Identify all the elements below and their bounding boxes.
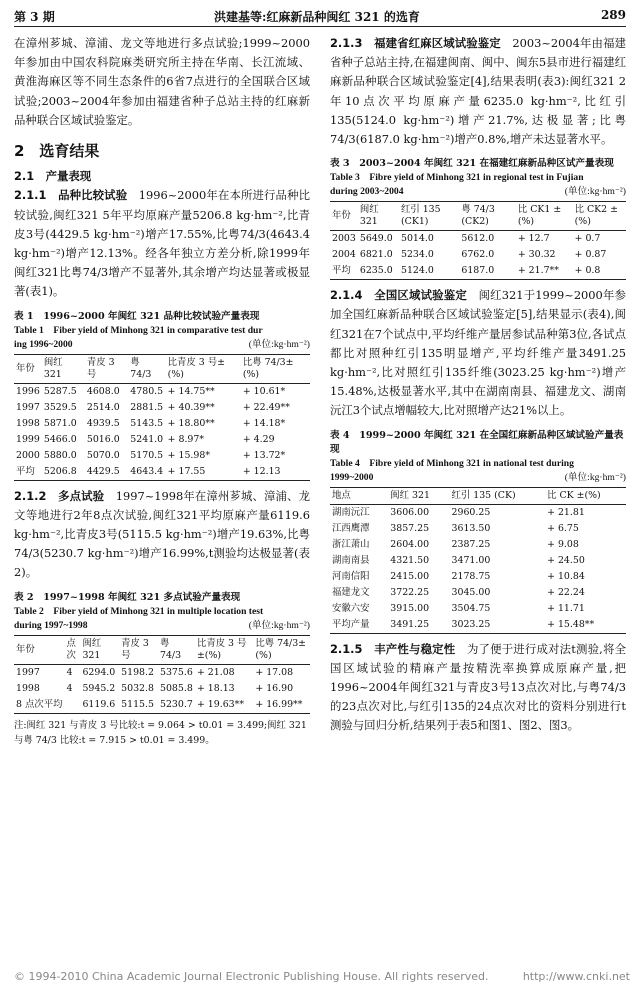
table-row	[330, 504, 626, 521]
table2-caption-cn: 表 2 1997~1998 年闽红 321 多点试验产量表现	[14, 591, 241, 603]
table4-caption	[330, 429, 626, 485]
left-column	[14, 34, 310, 754]
table1-cell: + 14.75**	[167, 385, 215, 397]
table1-cell: 5070.0	[86, 449, 120, 461]
paragraph-lead: 2.1.1 品种比较试验	[14, 188, 128, 203]
table4-cell: 3471.00	[451, 554, 491, 566]
table3-cell: + 21.7**	[516, 263, 573, 280]
paragraph-body: 1997~1998年在漳州芗城、漳浦、龙文等地进行2年8点次试验,闽红321平均原麻产量6119.6 kg·hm⁻²,比青皮3号(5115.5 kg·hm⁻²)增产19.63%,比粤74/3(5230.7 kg·hm⁻²)增产16.99%,t测验均达极显著(表2)。	[14, 488, 310, 580]
table1-cell: + 22.49**	[242, 401, 290, 413]
table-row	[330, 617, 626, 634]
table1-cell: 2000	[16, 449, 40, 461]
table3-cell: 6187.0	[459, 263, 515, 280]
table3-cell: + 0.8	[573, 263, 626, 280]
paragraph-lead: 2.1.3 福建省红麻区域试验鉴定	[330, 36, 501, 50]
table4-cell: + 21.81	[547, 506, 585, 518]
table-row	[330, 601, 626, 617]
table4-cell: 2960.25	[451, 506, 491, 518]
table1-header-cell: 年份	[14, 354, 42, 383]
table3-header-cell: 比 CK1 ±(%)	[516, 202, 573, 231]
table2-cell: + 19.63**	[195, 697, 253, 714]
table2-cell: 6119.6	[80, 697, 119, 714]
table4-cell: 3613.50	[451, 522, 491, 534]
table2-cell: 1997	[16, 666, 40, 678]
table1-cell: 4780.5	[130, 385, 164, 397]
table3-header-cell: 比 CK2 ±(%)	[573, 202, 626, 231]
table2-cell: + 21.08	[196, 666, 235, 678]
table1-cell: 4429.5	[85, 464, 128, 481]
table4-cell: + 24.50	[547, 554, 585, 566]
table3-cell: 6821.0	[359, 249, 393, 261]
table1-cell: + 40.39**	[167, 401, 215, 413]
table3-cell: 5124.0	[399, 263, 459, 280]
table1-cell: + 13.72*	[242, 449, 286, 461]
table1-caption-cn: 表 1 1996~2000 年闽红 321 品种比较试验产量表现	[14, 310, 260, 322]
copyright-text: © 1994-2010 China Academic Journal Electronic Publishing House. All rights reserved.	[14, 970, 489, 983]
running-header	[14, 6, 626, 27]
table2-cell: 8 点次平均	[14, 697, 64, 714]
table4-cell: 3722.25	[390, 586, 430, 598]
table3-cell: 2003	[332, 233, 356, 245]
table1-header-cell: 青皮 3 号	[85, 354, 128, 383]
section-heading-results: 2 选育结果	[14, 142, 100, 161]
paragraph-body: 闽红321于1999~2000年参加全国红麻新品种联合区域试验鉴定[5],结果显示(表4),闽红321在7个试点中,平均纤维产量居参试品种第3位,各试点都比对照种红引135明显增产,平均纤维产量3491.25 kg·hm⁻²,比对照红引135纤维(3023.25 kg·hm⁻²)增产15.48%,达极显著水平,其中在湖南南县、福建龙文、湖南沅江3个试点增幅较大,比对照增产达21%以上。	[330, 288, 626, 418]
table-row	[330, 231, 626, 248]
table4	[330, 487, 626, 634]
table4-cell: 2415.00	[390, 570, 430, 582]
table-row	[14, 383, 310, 400]
table4-cell: 4321.50	[390, 554, 430, 566]
table4-cell: + 22.24	[547, 586, 585, 598]
table2-cell: 1998	[16, 682, 40, 694]
table4-cell: 3491.25	[388, 617, 449, 634]
table4-header-cell: 红引 135 (CK)	[450, 487, 546, 504]
table1-cell: 5170.5	[130, 449, 164, 461]
table2-cell: + 16.90	[255, 682, 294, 694]
table2-cell: 5085.8	[159, 682, 193, 694]
table3-cell: + 30.32	[517, 249, 556, 261]
table4-cell: 江西鹰潭	[332, 522, 370, 534]
table4-cell: 3857.25	[390, 522, 430, 534]
table4-cell: 3606.00	[390, 506, 430, 518]
table2-cell: 5375.6	[159, 666, 193, 678]
table2-caption	[14, 591, 310, 633]
table2-cell: 5115.5	[119, 697, 158, 714]
table3-cell: + 12.7	[517, 233, 550, 245]
table4-cell: + 11.71	[547, 602, 585, 614]
paragraph-2-1-5	[330, 640, 626, 736]
table1-unit: (单位:kg·hm⁻²)	[248, 338, 310, 350]
table1-caption-en-1: Table 1 Fiber yield of Minhong 321 in comparative test dur	[14, 324, 263, 336]
subsection-heading-yield: 2.1 产量表现	[14, 169, 92, 184]
table-row	[14, 432, 310, 448]
table-row	[330, 569, 626, 585]
table2-header-cell: 闽红 321	[80, 635, 119, 664]
table4-cell: + 15.48**	[545, 617, 626, 634]
footer-link[interactable]: http://www.cnki.net	[522, 970, 630, 983]
table3-caption-en-1: Table 3 Fibre yield of Minhong 321 in regional test in Fujian	[330, 172, 584, 184]
table1-caption-en-2: ing 1996~2000	[14, 338, 73, 350]
table2-cell: 5198.2	[121, 666, 154, 678]
table1-cell: 2514.0	[86, 401, 120, 413]
table4-cell: + 9.08	[547, 538, 579, 550]
table1-header-cell: 闽红 321	[42, 354, 85, 383]
table1-cell: 1996	[16, 385, 40, 397]
table3-header-cell: 年份	[330, 202, 358, 231]
table1-cell: + 4.29	[242, 433, 275, 445]
table1-cell: 5143.5	[130, 417, 164, 429]
paragraph-lead: 2.1.4 全国区域试验鉴定	[330, 288, 467, 303]
paragraph-body: 1996~2000年在本所进行品种比较试验,闽红321 5年平均原麻产量5206.8 kg·hm⁻²,比青皮3号(4429.5 kg·hm⁻²)增产17.55%,比粤74/3(4643.4 kg·hm⁻²)增产12.13%。经各年独立方差分析,除1999年闽红321比粤74/3增产不显著外,其余增产均达显著或极显著(表1)。	[14, 188, 310, 299]
paragraph-body: 为了便于进行成对法t测验,将全国区域试验的精麻产量按精洗率换算成原麻产量,把1996~2004年闽红321与青皮3号13点次对比,与粤74/3的23点次对比,与红引135的24点次对比的资料分别进行t测验与回归分析,结果列于表5和图1、图2、图3。	[330, 641, 626, 733]
paragraph-lead: 2.1.2 多点试验	[14, 488, 105, 503]
paragraph-2-1-3	[330, 34, 626, 149]
table3-caption-cn: 表 3 2003~2004 年闽红 321 在福建红麻新品种区试产量表现	[330, 158, 614, 170]
table1-header-cell: 粤 74/3	[128, 354, 165, 383]
table3-cell: 2004	[332, 249, 356, 261]
table4-unit: (单位:kg·hm⁻²)	[564, 471, 626, 483]
table2-note: 注:闽红 321 与青皮 3 号比较:t = 9.064 > t0.01 = 3.499;闽红 321 与粤 74/3 比较:t = 7.915 > t0.01 = 3.499。	[14, 719, 307, 746]
paragraph-lead: 2.1.5 丰产性与稳定性	[330, 641, 456, 656]
table4-cell: 3045.00	[451, 586, 491, 598]
table1-cell: 5880.0	[43, 449, 77, 461]
table1-caption	[14, 310, 310, 352]
table4-cell: 3504.75	[451, 602, 491, 614]
table3-caption	[330, 157, 626, 199]
table2-caption-en-2: during 1997~1998	[14, 619, 88, 631]
table3-header-cell: 粤 74/3 (CK2)	[459, 202, 515, 231]
table1-cell: 1997	[16, 401, 40, 413]
table-row	[330, 585, 626, 601]
table-row	[14, 416, 310, 432]
table4-cell: 2387.25	[451, 538, 491, 550]
table4-header-cell: 闽红 321	[388, 487, 449, 504]
table3-cell: 5649.0	[359, 233, 393, 245]
table4-caption-en-2: 1999~2000	[330, 471, 374, 483]
table1-cell: + 17.55	[166, 464, 241, 481]
right-column	[330, 34, 626, 736]
table2-header-cell: 青皮 3 号	[119, 635, 158, 664]
table1-cell: + 12.13	[241, 464, 310, 481]
table4-cell: 湖南沅江	[332, 506, 370, 518]
table1-cell: 5016.0	[86, 433, 120, 445]
running-title: 洪建基等:红麻新品种闽红 321 的选育	[214, 10, 420, 24]
table1-header-cell: 比粤 74/3±(%)	[241, 354, 310, 383]
table2-header-cell: 比粤 74/3±(%)	[253, 635, 310, 664]
table2-cell: + 17.08	[255, 666, 294, 678]
table1-cell: 2881.5	[130, 401, 164, 413]
table2-header-cell: 年份	[14, 635, 64, 664]
table2-header-cell: 比青皮 3 号±(%)	[195, 635, 253, 664]
table1-cell: 5287.5	[43, 385, 77, 397]
table2-cell: 5230.7	[158, 697, 195, 714]
table1-cell: 3529.5	[43, 401, 77, 413]
table1-cell: + 14.18*	[242, 417, 286, 429]
table1-cell: + 18.80**	[167, 417, 215, 429]
table4-cell: 河南信阳	[332, 570, 370, 582]
table1	[14, 354, 310, 481]
table-row	[14, 697, 310, 714]
issue-number: 第 3 期	[14, 10, 55, 24]
table-row	[14, 681, 310, 697]
table4-cell: 浙江萧山	[332, 538, 370, 550]
table2-cell: 5032.8	[121, 682, 154, 694]
table4-cell: 平均产量	[330, 617, 388, 634]
table3-unit: (单位:kg·hm⁻²)	[564, 186, 626, 198]
table1-cell: + 10.61*	[242, 385, 286, 397]
intro-paragraph: 在漳州芗城、漳浦、龙文等地进行多点试验;1999~2000年参加由中国农科院麻类研究所主持在华南、长江流域、黄淮海麻区等不同生态条件的6省7点进行的全国联合区域试验;2003~2004年参加由福建省种子总站主持的红麻新品种联合区域试验鉴定。	[14, 36, 310, 127]
table3	[330, 201, 626, 280]
table1-cell: 4939.5	[86, 417, 120, 429]
table2-cell: + 16.99**	[253, 697, 310, 714]
table4-caption-en-1: Table 4 Fibre yield of Minhong 321 in national test during	[330, 457, 574, 469]
table2-cell	[64, 697, 80, 714]
table1-cell: + 8.97*	[167, 433, 205, 445]
page-number: 289	[600, 8, 626, 22]
table1-cell: 5206.8	[42, 464, 85, 481]
table-row	[330, 537, 626, 553]
table-row	[330, 521, 626, 537]
copyright-footer	[14, 970, 630, 983]
table1-cell: 1998	[16, 417, 40, 429]
table4-cell: 福建龙文	[332, 586, 370, 598]
table3-cell: + 0.87	[574, 249, 607, 261]
table2-caption-en-1: Table 2 Fiber yield of Minhong 321 in multiple location test	[14, 605, 264, 617]
table3-caption-en-2: during 2003~2004	[330, 186, 404, 198]
table1-header-cell: 比青皮 3 号±(%)	[166, 354, 241, 383]
table1-cell: 1999	[16, 433, 40, 445]
table3-cell: + 0.7	[574, 233, 601, 245]
table-row	[14, 400, 310, 416]
table3-header-cell: 闽红 321	[358, 202, 399, 231]
table1-cell: 5466.0	[43, 433, 77, 445]
table-row	[330, 247, 626, 263]
table2-unit: (单位:kg·hm⁻²)	[248, 619, 310, 631]
table4-cell: 安徽六安	[332, 602, 370, 614]
table3-cell: 6762.0	[461, 249, 495, 261]
table4-cell: 3023.25	[450, 617, 546, 634]
table4-header-cell: 地点	[330, 487, 388, 504]
table1-cell: + 15.98*	[167, 449, 211, 461]
table4-header-cell: 比 CK ±(%)	[545, 487, 626, 504]
paragraph-2-1-2	[14, 487, 310, 583]
table2-cell: 4	[66, 666, 73, 678]
table-row	[330, 263, 626, 280]
table-row	[14, 464, 310, 481]
table2-cell: 5945.2	[82, 682, 116, 694]
table2-header-cell: 点次	[64, 635, 80, 664]
table-row	[330, 553, 626, 569]
table2-header-cell: 粤 74/3	[158, 635, 195, 664]
table4-cell: + 6.75	[547, 522, 579, 534]
table3-header-cell: 红引 135 (CK1)	[399, 202, 459, 231]
paragraph-2-1-1	[14, 186, 310, 301]
table3-cell: 5234.0	[400, 249, 434, 261]
table4-cell: + 10.84	[547, 570, 585, 582]
table3-cell: 5014.0	[400, 233, 434, 245]
table2-cell: + 18.13	[196, 682, 235, 694]
table3-cell: 5612.0	[461, 233, 495, 245]
table3-cell: 平均	[330, 263, 358, 280]
table4-cell: 2178.75	[451, 570, 491, 582]
table3-cell: 6235.0	[358, 263, 399, 280]
table2-cell: 4	[66, 682, 73, 694]
table4-caption-cn: 表 4 1999~2000 年闽红 321 在全国红麻新品种区域试验产量表现	[330, 429, 624, 455]
table-row	[14, 448, 310, 464]
table1-cell: 5241.0	[130, 433, 164, 445]
table4-cell: 3915.00	[390, 602, 430, 614]
table4-cell: 2604.00	[390, 538, 430, 550]
table2	[14, 635, 310, 714]
paragraph-body: 2003~2004年由福建省种子总站主持,在福建闽南、闽中、闽东5县市进行福建红麻新品种联合区域试验鉴定[4],结果表明(表3):闽红321 2年10点次平均原麻产量6235.0 kg·hm⁻²,比红引135(5124.0 kg·hm⁻²)增产21.7%,达极显著;比粤74/3(6187.0 kg·hm⁻²)增产0.8%,增产未达显著水平。	[330, 36, 626, 147]
paragraph-2-1-4	[330, 286, 626, 420]
table-row	[14, 664, 310, 681]
table1-cell: 5871.0	[43, 417, 77, 429]
table1-cell: 4643.4	[128, 464, 165, 481]
table1-cell: 平均	[14, 464, 42, 481]
table2-cell: 6294.0	[82, 666, 116, 678]
table1-cell: 4608.0	[86, 385, 120, 397]
table4-cell: 湖南南县	[332, 554, 370, 566]
